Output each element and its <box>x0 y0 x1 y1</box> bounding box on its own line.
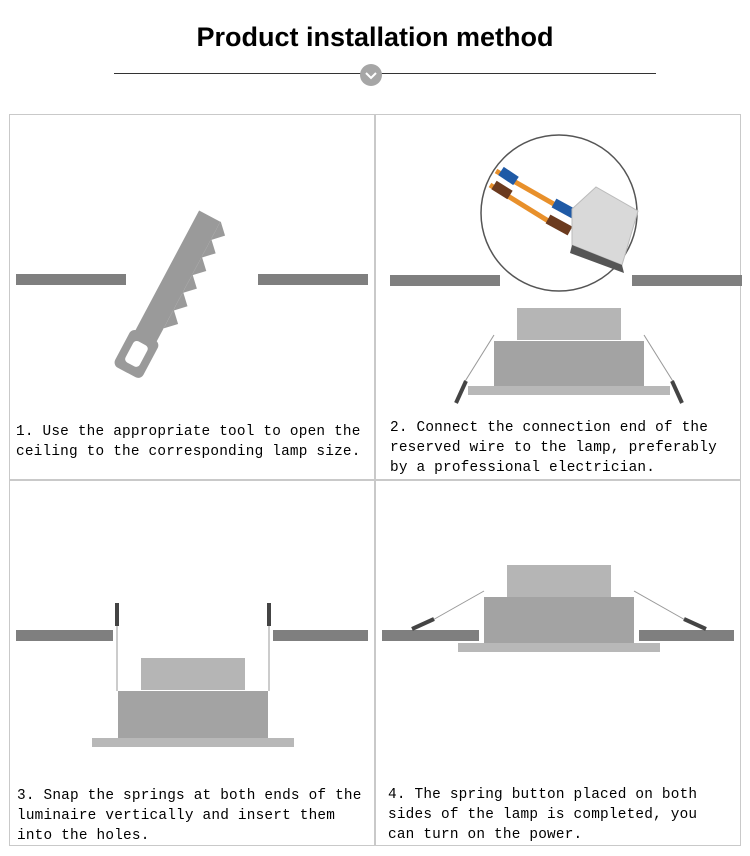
title-divider <box>114 73 656 74</box>
step-4-panel <box>375 480 741 846</box>
step-2-panel <box>375 114 741 480</box>
chevron-down-icon <box>360 64 382 86</box>
step-4-caption: 4. The spring button placed on both sides of the lamp is completed, you can turn on the power. <box>388 787 698 843</box>
step-3-caption: 3. Snap the springs at both ends of the luminaire vertically and insert them into the holes. <box>17 788 362 844</box>
page-title: Product installation method <box>196 22 554 52</box>
step-1-caption: 1. Use the appropriate tool to open the ceiling to the corresponding lamp size. <box>16 424 361 460</box>
step-2-caption: 2. Connect the connection end of the reserved wire to the lamp, preferably by a professional electrician. <box>390 420 717 476</box>
step-1-panel <box>9 114 375 480</box>
step-3-panel <box>9 480 375 846</box>
